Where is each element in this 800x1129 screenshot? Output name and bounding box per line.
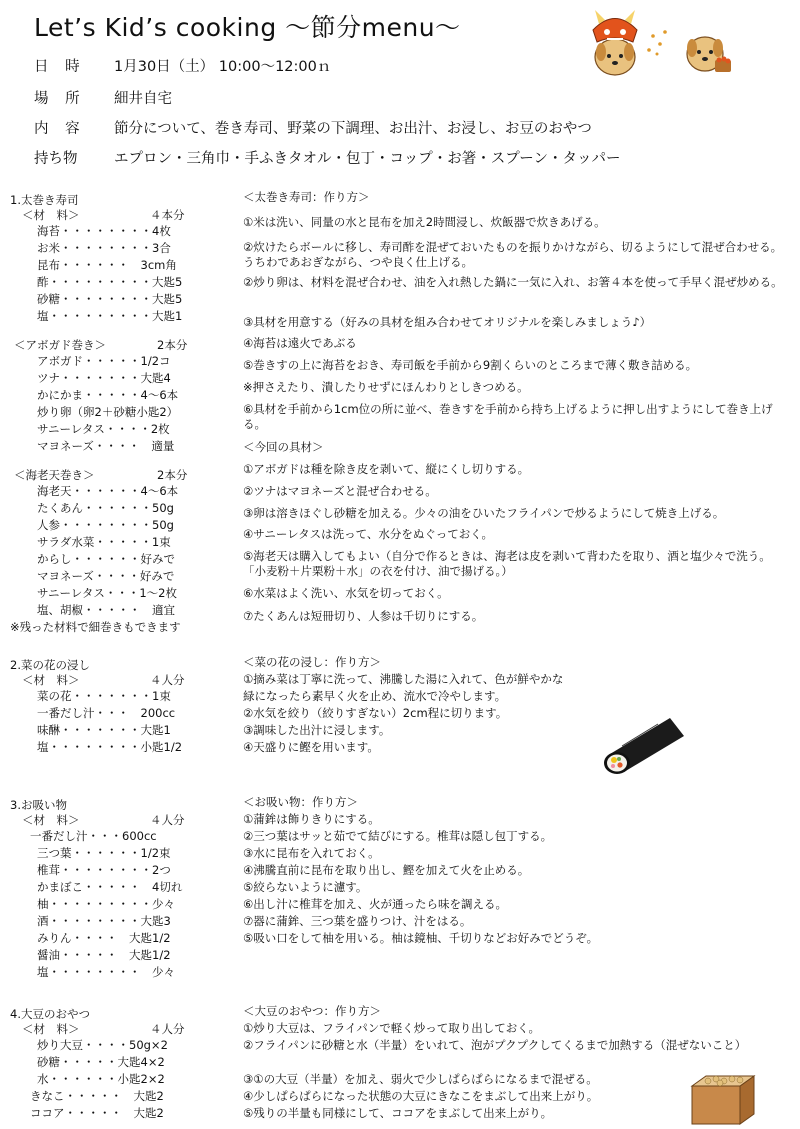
futomaki-step: ①米は洗い、同量の水と昆布を加え2時間浸し、炊飯器で炊きあげる。 (243, 215, 606, 229)
avocado-ingredient: マヨネーズ・・・・ 適量 (37, 439, 175, 453)
osuimono-step: ⑤吸い口をして柚を用いる。柚は鏡柚、千切りなどお好みでどうぞ。 (243, 931, 599, 945)
osuimono-step: ③水に昆布を入れておく。 (243, 846, 380, 860)
nanohana-ingredient: 味醂・・・・・・・大匙1 (37, 723, 171, 737)
osuimono-title: 3.お吸い物 (10, 798, 67, 812)
date-label: 日 時 (34, 59, 86, 75)
shrimp-ingredient: サニーレタス・・・1～2枚 (37, 586, 177, 600)
nanohana-title: 2.菜の花の浸し (10, 658, 90, 672)
daizu-step: ①炒り大豆は、フライパンで軽く炒って取り出しておく。 (243, 1021, 541, 1035)
daizu-step: ②フライパンに砂糖と水（半量）をいれて、泡がプクプクしてくるまで加熱する（混ぜないこと） (243, 1038, 747, 1052)
avocado-servings: 2本分 (157, 338, 188, 352)
futomaki-ingredient: お米・・・・・・・・3合 (37, 241, 171, 255)
oni-dog-illustration (565, 2, 740, 84)
futomaki-method-title: ＜太巻き寿司：作り方＞ (243, 190, 370, 204)
nanohana-ingredient: 菜の花・・・・・・・1束 (37, 689, 171, 703)
filling-step: ⑤海老天は購入してもよい（自分で作るときは、海老は皮を剥いて背わたを取り、酒と塩少々で洗う。「小麦粉＋片栗粉＋水」の衣を付け、油で揚げる。） (243, 549, 771, 578)
daizu-ingredient: 炒り大豆・・・・50g×2 (37, 1038, 168, 1052)
shrimp-ingredient: からし・・・・・・好みで (37, 552, 175, 566)
osuimono-ingredient: 一番だし汁・・・600cc (30, 829, 157, 843)
osuimono-ingredient: 酒・・・・・・・・大匙3 (37, 914, 171, 928)
futomaki-ingredient: 塩・・・・・・・・・大匙1 (37, 309, 183, 323)
masu-box-icon (692, 1076, 754, 1124)
filling-step: ⑦たくあんは短冊切り、人参は千切りにする。 (243, 609, 484, 623)
sushi-roll-icon (604, 718, 684, 774)
daizu-step: ⑤残りの半量も同様にして、ココアをまぶして出来上がり。 (243, 1106, 553, 1120)
shrimp-title: ＜海老天巻き＞ (14, 468, 95, 482)
filling-step: ⑥水菜はよく洗い、水気を切っておく。 (243, 586, 449, 600)
info-content (34, 117, 592, 138)
futomaki-ingredient: 昆布・・・・・・ 3cm角 (37, 258, 177, 272)
futomaki-step: ④海苔は遠火であぶる (243, 336, 357, 350)
osuimono-servings: ４人分 (150, 813, 185, 827)
futomaki-ingredient: 砂糖・・・・・・・・大匙5 (37, 292, 183, 306)
items-label: 持ち物 (34, 151, 78, 167)
items-value: エプロン・三角巾・手ふきタオル・包丁・コップ・お箸・スプーン・タッパー (114, 151, 621, 167)
futomaki-note: ※残った材料で細巻きもできます (10, 620, 181, 634)
shrimp-ingredient: サラダ水菜・・・・・1束 (37, 535, 171, 549)
shrimp-ingredient: たくあん・・・・・・50g (37, 501, 174, 515)
osuimono-ingredient: 三つ葉・・・・・・1/2束 (37, 846, 171, 860)
nanohana-step: ②水気を絞り（絞りすぎない）2cm程に切ります。 (243, 706, 508, 720)
filling-step: ③卵は溶きほぐし砂糖を加える。少々の油をひいたフライパンで炒るようにして焼き上げる。 (243, 506, 725, 520)
info-items (34, 147, 620, 168)
filling-step: ①アボガドは種を除き皮を剥いて、縦にくし切りする。 (243, 462, 530, 476)
filling-step: ④サニーレタスは洗って、水分をぬぐっておく。 (243, 527, 493, 541)
ehomaki-illustration (600, 710, 690, 778)
nanohana-ingredient: 一番だし汁・・・ 200cc (37, 706, 176, 720)
nanohana-materials-label: ＜材 料＞ (22, 673, 80, 687)
futomaki-ingredient: 酢・・・・・・・・・大匙5 (37, 275, 183, 289)
dog-with-beans-icon (687, 37, 731, 72)
content-value: 節分について、巻き寿司、野菜の下調理、お出汁、お浸し、お豆のおやつ (114, 121, 592, 137)
shrimp-ingredient: 海老天・・・・・・4～6本 (37, 484, 179, 498)
futomaki-ingredient: 海苔・・・・・・・・4枚 (37, 224, 171, 238)
avocado-ingredient: アボガド・・・・・1/2コ (37, 354, 171, 368)
osuimono-step: ②三つ葉はサッと茹でて結びにする。椎茸は隠し包丁する。 (243, 829, 553, 843)
date-value: 1月30日（土） 10:00～12:00ｎ (114, 59, 332, 75)
info-place (34, 87, 172, 108)
osuimono-materials-label: ＜材 料＞ (22, 813, 80, 827)
filling-step: ②ツナはマヨネーズと混ぜ合わせる。 (243, 484, 437, 498)
osuimono-ingredient: みりん・・・・ 大匙1/2 (37, 931, 171, 945)
daizu-ingredient: ココア・・・・・ 大匙2 (30, 1106, 164, 1120)
osuimono-ingredient: かまぼこ・・・・・ 4切れ (37, 880, 183, 894)
osuimono-method-title: ＜お吸い物：作り方＞ (243, 795, 358, 809)
futomaki-step: ⑤巻きすの上に海苔をおき、寿司飯を手前から9割くらいのところまで薄く敷き詰める。 (243, 358, 698, 372)
daizu-step: ③①の大豆（半量）を加え、弱火で少しぱらぱらになるまで混ぜる。 (243, 1072, 598, 1086)
osuimono-step: ④沸騰直前に昆布を取り出し、鰹を加えて火を止める。 (243, 863, 530, 877)
fillings-title: ＜今回の具材＞ (243, 440, 324, 454)
shrimp-ingredient: マヨネーズ・・・・好みで (37, 569, 175, 583)
futomaki-step: ②炊けたらボールに移し、寿司酢を混ぜておいたものを振りかけながら、切るようにして混ぜ合わせる。うちわであおぎながら、つや良く仕上げる。 (243, 240, 783, 269)
osuimono-step: ⑥出し汁に椎茸を加え、火が通ったら味を調える。 (243, 897, 507, 911)
daizu-title: 4.大豆のおやつ (10, 1007, 90, 1021)
nanohana-step: ③調味した出汁に浸します。 (243, 723, 391, 737)
futomaki-title: 1.太巻き寿司 (10, 193, 79, 207)
beans-scatter-icon (647, 30, 667, 55)
place-label: 場 所 (34, 91, 86, 107)
avocado-ingredient: ツナ・・・・・・・大匙4 (37, 371, 171, 385)
avocado-ingredient: かにかま・・・・・4～6本 (37, 388, 179, 402)
content-label: 内 容 (34, 121, 86, 137)
daizu-materials-label: ＜材 料＞ (22, 1022, 80, 1036)
daizu-servings: ４人分 (150, 1022, 185, 1036)
place-value: 細井自宅 (114, 91, 172, 107)
futomaki-step: ※押さえたり、潰したりせずにほんわりとしきつめる。 (243, 380, 529, 394)
futomaki-step: ⑥具材を手前から1cm位の所に並べ、巻きすを手前から持ち上げるように押し出すようにして巻き上げる。 (243, 402, 773, 431)
masu-beans-illustration (688, 1070, 758, 1126)
avocado-ingredient: サニーレタス・・・・2枚 (37, 422, 170, 436)
daizu-ingredient: きなこ・・・・・ 大匙2 (30, 1089, 164, 1103)
osuimono-ingredient: 塩・・・・・・・・ 少々 (37, 965, 175, 979)
page-title: Let’s Kid’s cooking ～節分menu～ (34, 13, 461, 42)
futomaki-step: ②炒り卵は、材料を混ぜ合わせ、油を入れ熱した鍋に一気に入れ、お箸４本を使って手早く混ぜ炒める。 (243, 275, 783, 289)
daizu-step: ④少しぱらぱらになった状態の大豆にきなこをまぶして出来上がり。 (243, 1089, 599, 1103)
avocado-ingredient: 炒り卵（卵2＋砂糖小匙2） (37, 405, 179, 419)
nanohana-ingredient: 塩・・・・・・・・小匙1/2 (37, 740, 183, 754)
osuimono-ingredient: 醤油・・・・・ 大匙1/2 (37, 948, 171, 962)
avocado-title: ＜アボガド巻き＞ (14, 338, 106, 352)
nanohana-step: ①摘み菜は丁寧に洗って、沸騰した湯に入れて、色が鮮やかな (243, 672, 564, 686)
nanohana-step: ④天盛りに鰹を用います。 (243, 740, 379, 754)
futomaki-servings: ４本分 (150, 208, 185, 222)
osuimono-step: ①蒲鉾は飾りきりにする。 (243, 812, 380, 826)
daizu-method-title: ＜大豆のおやつ：作り方＞ (243, 1004, 381, 1018)
nanohana-step: 緑になったら素早く火を止め、流水で冷やします。 (243, 689, 507, 703)
futomaki-step: ③具材を用意する（好みの具材を組み合わせてオリジナルを楽しみましょう♪） (243, 315, 652, 329)
shrimp-ingredient: 人参・・・・・・・・50g (37, 518, 174, 532)
nanohana-servings: ４人分 (150, 673, 185, 687)
osuimono-ingredient: 柚・・・・・・・・・少々 (37, 897, 175, 911)
daizu-ingredient: 砂糖・・・・・大匙4×2 (37, 1055, 165, 1069)
daizu-ingredient: 水・・・・・・小匙2×2 (37, 1072, 165, 1086)
osuimono-step: ⑦器に蒲鉾、三つ葉を盛りつけ、汁をはる。 (243, 914, 472, 928)
info-date (34, 55, 331, 76)
shrimp-servings: 2本分 (157, 468, 188, 482)
osuimono-ingredient: 椎茸・・・・・・・・2つ (37, 863, 171, 877)
shrimp-ingredient: 塩、胡椒・・・・・ 適宜 (37, 603, 175, 617)
nanohana-method-title: ＜菜の花の浸し：作り方＞ (243, 655, 381, 669)
futomaki-materials-label: ＜材 料＞ (22, 208, 80, 222)
osuimono-step: ⑤絞らないように濾す。 (243, 880, 368, 894)
oni-mask-dog-icon (593, 10, 637, 75)
